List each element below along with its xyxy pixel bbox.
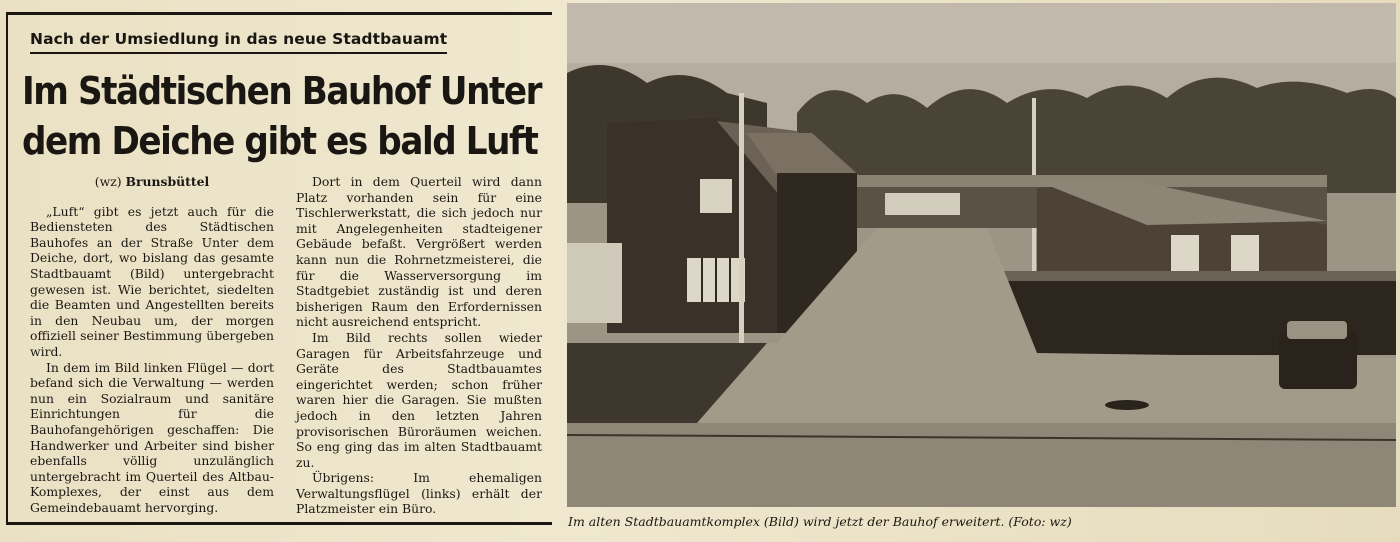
article-paragraph: Dort in dem Querteil wird dann Platz vorhanden sein für eine Tischlerwerkstatt, die sich jedoch nur mit Angelegenheiten stadteigener Gebäude befaßt. Vergrößert werden kann nun die Rohrnetzmeisterei, die für die Wasserversorgung im Stadtgebiet zuständig ist und deren bisherigen Raum den Erfordernissen nicht ausreichend entspricht. [296, 174, 542, 330]
article-left-rule [6, 12, 8, 525]
article-paragraph: Im Bild rechts sollen wieder Garagen für Arbeitsfahrzeuge und Geräte des Stadtbauamtes eingerichtet werden; schon früher waren hier die Garagen. Sie mußten jedoch in den letzten Jahren provisorischen Büroräumen weichen. So eng ging das im alten Stadtbauamt zu. [296, 329, 542, 470]
headline-line-1: Im Städtischen Bauhof Unter [22, 69, 542, 113]
headline-line-2: dem Deiche gibt es bald Luft [22, 119, 538, 163]
news-photo [567, 3, 1396, 507]
photo-building-yard [567, 3, 1396, 507]
article-column-1 [30, 174, 274, 515]
article-headline [22, 66, 542, 166]
article-paragraph: „Luft“ gibt es jetzt auch für die Bediensteten des Städtischen Bauhofes an der Straße Unter dem Deiche, dort, wo bislang das gesamte Stadtbauamt (Bild) untergebracht gewesen ist. Wie berichtet, siedelten die Beamten und Angestellten bereits in den Neubau um, der morgen offiziell seiner Bestimmung übergeben wird. [30, 203, 274, 359]
dateline-place: Brunsbüttel [125, 174, 210, 189]
dateline-source: (wz) [94, 174, 122, 189]
photo-caption: Im alten Stadtbauamtkomplex (Bild) wird jetzt der Bauhof erweitert. (Foto: wz) [568, 514, 1072, 529]
article-kicker: Nach der Umsiedlung in das neue Stadtbauamt [30, 30, 447, 54]
article-paragraph: In dem im Bild linken Flügel — dort befand sich die Verwaltung — werden nun ein Sozialraum und sanitäre Einrichtungen für die Bauhofangehörigen geschaffen: Die Handwerker und Arbeiter sind bisher ebenfalls völlig unzulänglich untergebracht im Querteil des Altbau-Komplexes, der einst aus dem Gemeindebauamt hervorging. [30, 359, 274, 515]
article-top-rule [6, 12, 552, 15]
article-column-2 [296, 174, 542, 517]
dateline [30, 174, 274, 190]
article-bottom-rule [6, 522, 552, 525]
article-paragraph: Übrigens: Im ehemaligen Verwaltungsflügel (links) erhält der Platzmeister ein Büro. [296, 470, 542, 517]
